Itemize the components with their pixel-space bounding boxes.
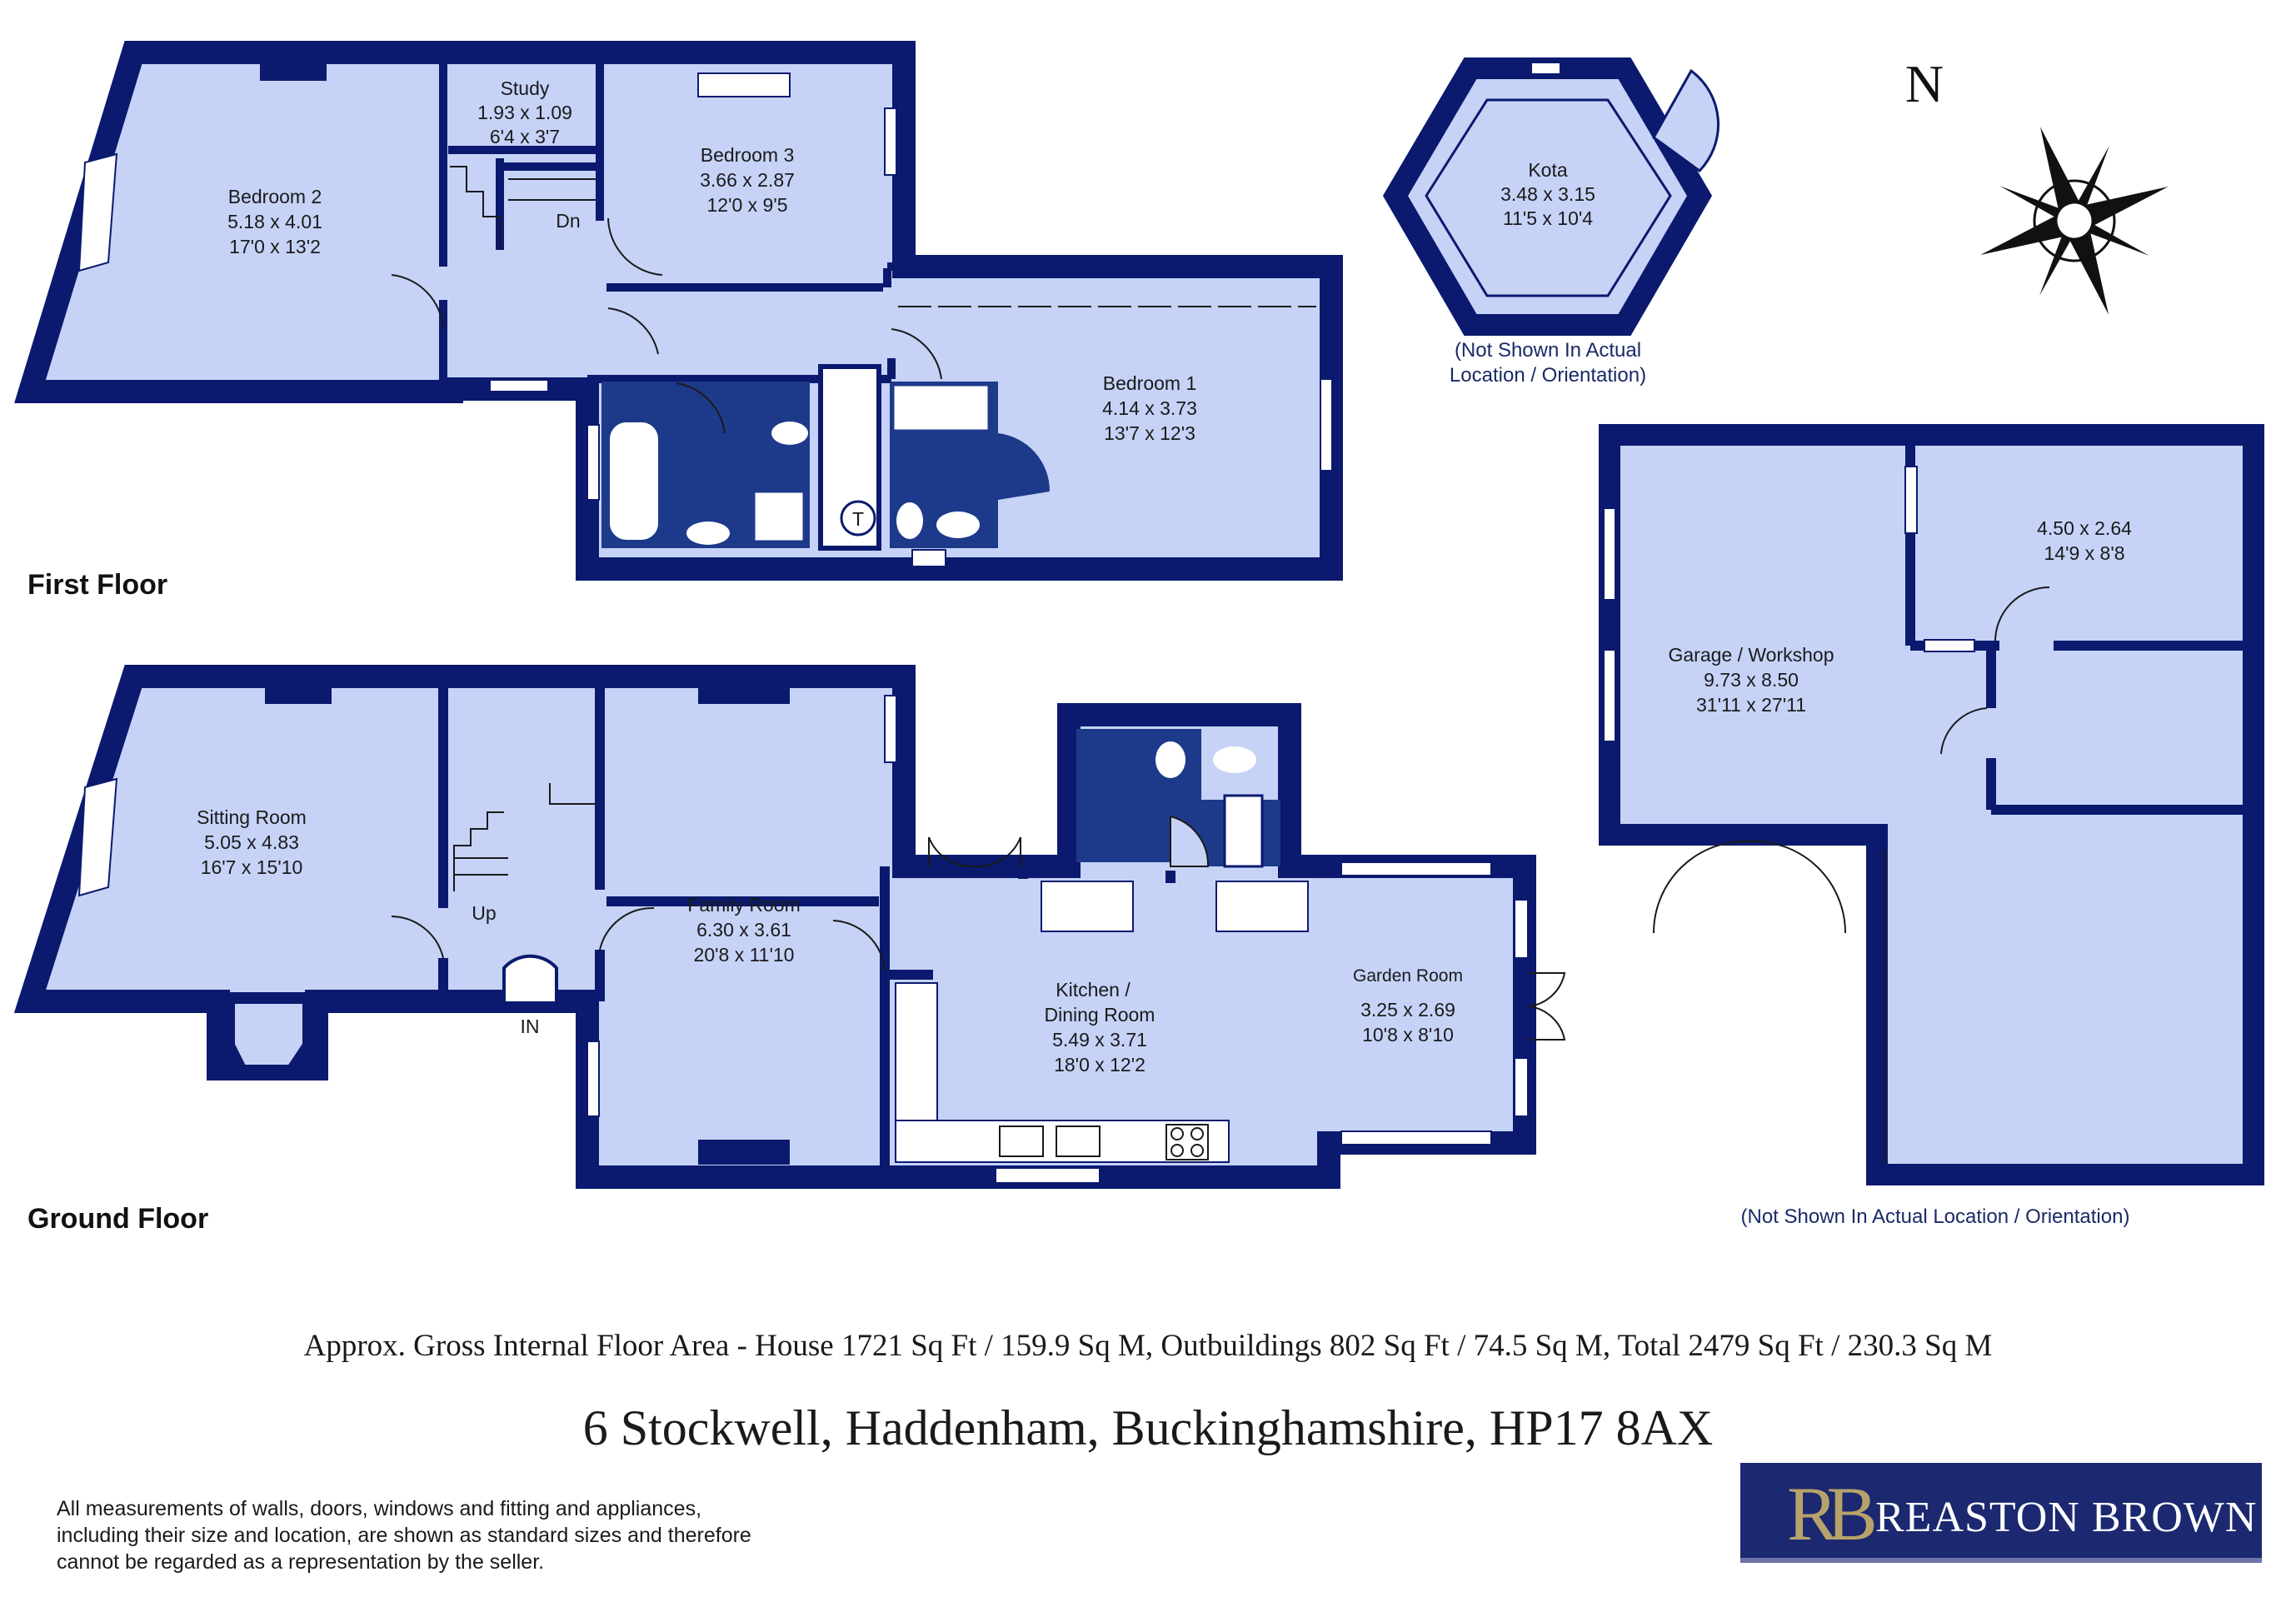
kitchen-metric: 5.49 x 3.71: [1052, 1029, 1147, 1051]
first-floor-label: First Floor: [27, 569, 168, 601]
outbuilding-plan: [1604, 435, 2254, 1228]
bathtub-2: [893, 385, 989, 431]
bedroom3-imperial: 12'0 x 9'5: [706, 194, 788, 216]
bedroom3-metric: 3.66 x 2.87: [700, 169, 795, 191]
ground-floor-plan: [27, 676, 1565, 1235]
kota-plan: [1395, 62, 1719, 387]
disclaimer-line: All measurements of walls, doors, windows and fitting and appliances,: [57, 1497, 702, 1520]
chimney-breast-family-bottom: [698, 1140, 790, 1165]
study-metric: 1.93 x 1.09: [477, 102, 572, 123]
kota-note-line1: (Not Shown In Actual: [1454, 339, 1642, 362]
bedroom1-name: Bedroom 1: [1102, 372, 1197, 394]
family-room-name: Family Room: [687, 894, 801, 916]
kitchen-imperial: 18'0 x 12'2: [1054, 1054, 1146, 1076]
ground-wc-basin-2: [1231, 806, 1255, 843]
chimney-breast-family-top: [698, 686, 790, 704]
bedroom1-imperial: 13'7 x 12'3: [1104, 422, 1195, 444]
garden-room-imperial: 10'8 x 8'10: [1362, 1024, 1454, 1046]
disclaimer-line: including their size and location, are shown as standard sizes and therefore: [57, 1524, 751, 1547]
bedroom2-metric: 5.18 x 4.01: [227, 211, 322, 232]
sink-2: [1056, 1126, 1100, 1156]
kitchen-name-line2: Dining Room: [1044, 1004, 1155, 1026]
entrance-door: [504, 956, 557, 1001]
sitting-room-bay: [229, 998, 308, 1071]
toilet-1: [771, 422, 808, 445]
family-room-imperial: 20'8 x 11'10: [693, 944, 795, 966]
bedroom1-metric: 4.14 x 3.73: [1102, 397, 1197, 419]
basin-1: [686, 522, 730, 545]
garage-metric: 9.73 x 8.50: [1704, 669, 1799, 691]
garden-room-metric: 3.25 x 2.69: [1360, 999, 1455, 1021]
store-imperial: 14'9 x 8'8: [2044, 542, 2125, 564]
logo-name: REASTON BROWN: [1875, 1494, 2258, 1541]
outbuilding-note: (Not Shown In Actual Location / Orientation): [1740, 1205, 2130, 1228]
ground-floor-stair-label: Up: [472, 902, 497, 924]
counter-right: [1216, 881, 1308, 931]
compass-rose: [1905, 54, 2203, 349]
garden-room-name: Garden Room: [1353, 966, 1463, 986]
north-label: N: [1904, 54, 1944, 113]
toilet-2: [896, 502, 923, 539]
chimney-breast-bed2: [260, 62, 327, 81]
sitting-room-name: Sitting Room: [197, 806, 307, 828]
study-imperial: 6'4 x 3'7: [489, 126, 561, 147]
kota-name: Kota: [1528, 159, 1568, 181]
garage-imperial: 31'11 x 27'11: [1696, 694, 1806, 716]
disclaimer: [57, 1495, 831, 1575]
first-floor-plan: [27, 52, 1332, 601]
first-floor-stair-label: Dn: [556, 210, 581, 232]
sitting-room-metric: 5.05 x 4.83: [204, 831, 299, 853]
ground-floor-label: Ground Floor: [27, 1203, 209, 1235]
sink-1: [1000, 1126, 1043, 1156]
chimney-breast-sitting: [265, 686, 332, 704]
bedroom2-imperial: 17'0 x 13'2: [229, 236, 321, 257]
basin-2: [936, 512, 980, 538]
store-metric: 4.50 x 2.64: [2037, 517, 2132, 539]
entrance-label: IN: [520, 1016, 540, 1037]
counter-left: [1041, 881, 1133, 931]
kota-imperial: 11'5 x 10'4: [1502, 207, 1594, 229]
ground-wc-toilet: [1213, 746, 1256, 773]
agent-logo: [1740, 1463, 2262, 1563]
kota-note-line2: Location / Orientation): [1449, 364, 1647, 387]
property-address: 6 Stockwell, Haddenham, Buckinghamshire, HP17 8AX: [582, 1400, 1714, 1455]
water-tank-label: T: [851, 508, 865, 530]
kota-metric: 3.48 x 3.15: [1500, 183, 1595, 205]
sitting-room-imperial: 16'7 x 15'10: [200, 856, 303, 878]
disclaimer-line: cannot be regarded as a representation by the seller.: [57, 1550, 545, 1574]
wardrobe-bed3: [698, 73, 790, 97]
kitchen-name-line1: Kitchen /: [1056, 979, 1131, 1001]
bedroom3-name: Bedroom 3: [700, 144, 795, 166]
logo-monogram: RB: [1787, 1471, 1866, 1556]
kota-window: [1531, 62, 1560, 74]
floor-area-summary: Approx. Gross Internal Floor Area - House 1721 Sq Ft / 159.9 Sq M, Outbuildings 802 Sq Ft / 74.5 Sq M, Total 2479 Sq Ft / 230.3 Sq M: [303, 1329, 1993, 1363]
garage-name: Garage / Workshop: [1668, 644, 1834, 666]
study-name: Study: [500, 77, 550, 99]
ground-wc-basin-1: [1155, 741, 1185, 778]
family-room-metric: 6.30 x 3.61: [696, 919, 791, 941]
bathtub-1: [608, 421, 660, 541]
bedroom2-name: Bedroom 2: [227, 186, 322, 207]
shower-1: [754, 492, 804, 541]
